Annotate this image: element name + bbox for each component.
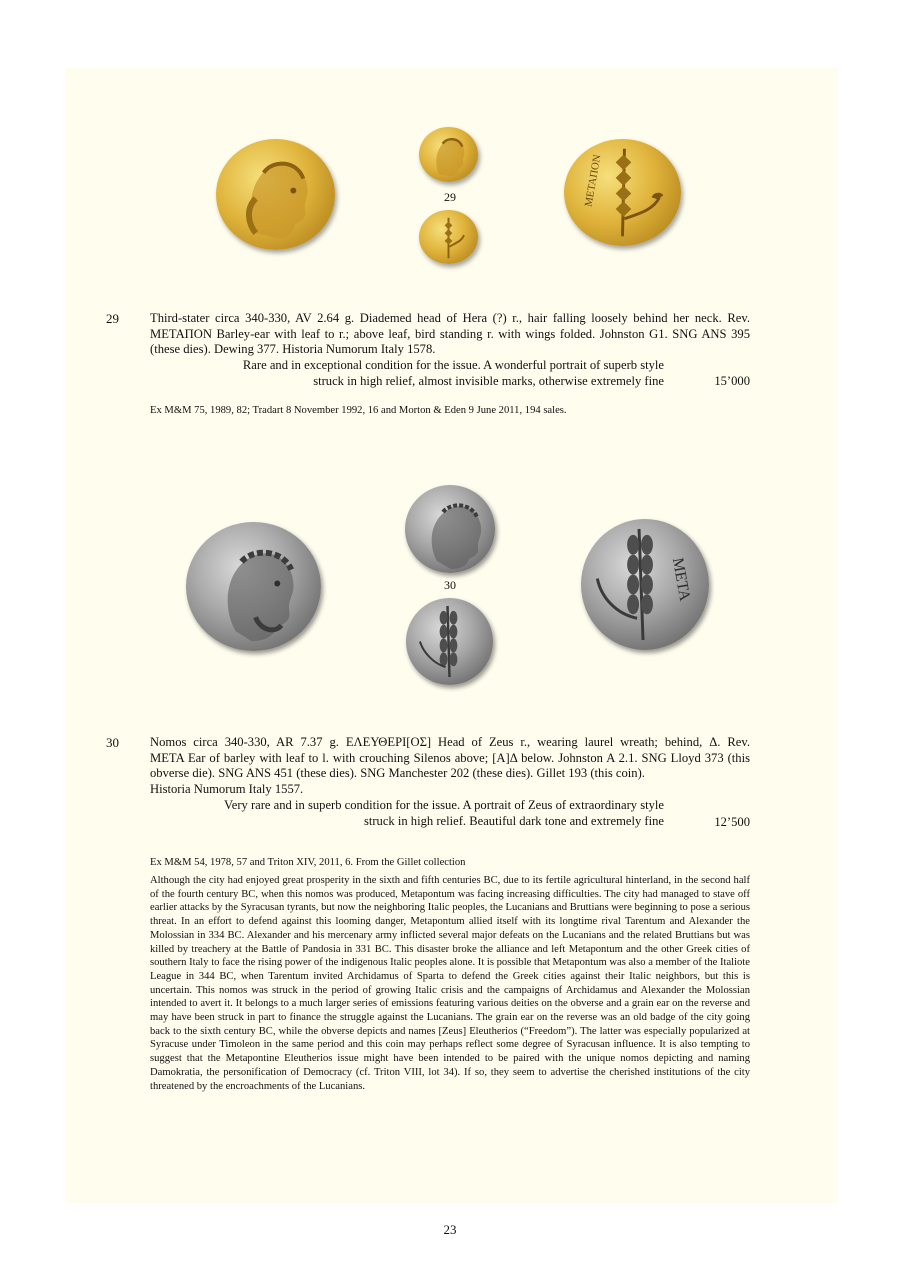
lot29-grade-line2: struck in high relief, almost invisible marks, otherwise extremely fine xyxy=(313,374,664,388)
page-number: 23 xyxy=(443,1222,457,1237)
lot29-price: 15’000 xyxy=(714,374,750,388)
lot30-number: 30 xyxy=(106,735,119,750)
lot30-provenance: Ex M&M 54, 1978, 57 and Triton XIV, 2011, 6. From the Gillet collection xyxy=(150,857,466,868)
lot30-reverse-small-image xyxy=(406,598,493,685)
lot29-image-label: 29 xyxy=(444,190,456,204)
lot29-grade-line1: Rare and in exceptional condition for the issue. A wonderful portrait of superb style xyxy=(242,358,664,372)
svg-text:ΜΕΤΑ: ΜΕΤΑ xyxy=(668,556,694,603)
lot30-reverse-large-image xyxy=(581,519,709,650)
lot30-description-line1: Nomos circa 340-330, AR 7.37 g. ΕΛΕΥΘΕΡΙ[ΟΣ] Head of Zeus r., wearing laurel wreath; behind, Δ. Rev. xyxy=(150,735,750,749)
lot29-description: Third-stater circa 340-330, AV 2.64 g. Diademed head of Hera (?) r., hair falling loosely behind her neck. Rev. ΜΕΤΑΠΟΝ Barley-ear with leaf to r.; above leaf, bird standing r. with wings folded. Johnston G1. SNG ANS 395 (these dies). Dewing 377. Historia Numorum Italy 1578. xyxy=(150,311,750,356)
lot30-price: 12’500 xyxy=(714,815,750,829)
svg-text:ΜΕΤΑΠΟΝ: ΜΕΤΑΠΟΝ xyxy=(582,153,604,208)
lot30-description-rest: ΜΕΤΑ Ear of barley with leaf to l. with crouching Silenos above; [Α]Δ below. Johnston A 2.1. SNG Lloyd 373 (this obverse die). SNG ANS 451 (these dies). SNG Manchester 202 (these dies). Gillet 193 (this coin). xyxy=(150,750,750,780)
lot30-obverse-small-image xyxy=(405,485,495,573)
lot30-obverse-large-image xyxy=(186,522,321,651)
lot30-grade-line2: struck in high relief. Beautiful dark tone and extremely fine xyxy=(363,814,664,828)
lot29-provenance: Ex M&M 75, 1989, 82; Tradart 8 November 1992, 16 and Morton & Eden 9 June 2011, 194 sales. xyxy=(150,405,567,416)
lot30-image-label: 30 xyxy=(444,578,456,592)
lot29-number: 29 xyxy=(106,311,119,326)
lot30-description xyxy=(150,735,750,797)
lot30-description-last: Historia Numorum Italy 1557. xyxy=(150,781,304,796)
lot29-obverse-large-image xyxy=(216,139,335,250)
lot29-reverse-small-image xyxy=(419,210,478,264)
lot30-essay: Although the city had enjoyed great prosperity in the sixth and fifth centuries BC, due to its fertile agricultural hinterland, in the second half of the fourth century BC, when this nomos was produced, Metapontum was facing increasing difficulties. The city had managed to stave off earlier attacks by the Syracusan tyrants, but now the neighboring Italic peoples, the Lucanians and Bruttians were beginning to pose a serious threat. In an effort to defend against this looming danger, Metapontum allied itself with its longtime rival Tarentum and Alexander the Molossian in 334 BC. Alexander and his mercenary army inflicted several major defeats on the Lucanians and the related Bruttians but was killed by treachery at the Battle of Pandosia in 331 BC. This disaster broke the alliance and left Metapontum and the other Greek cities of southern Italy to face the rising power of the indigenous Italic peoples alone. It is possible that Metapontum was also a member of the Italiote League in 344 BC, when Tarentum invited Archidamus of Sparta to defend the Greek cities against their Italic neighbors, but this is uncertain. This nomos was struck in the period of growing Italic crisis and the campaigns of Archidamus and Alexander the Molossian intended to avert it. It belongs to a much larger series of emissions featuring various deities on the obverse and a grain ear on the reverse and may have been struck in part to finance the struggle against the Lucanians. The grain ear on the reverse was an old badge of the city going back to the sixth century BC, while the obverse depicts and names [Zeus] Eleutherios (“Freedom”). The latter was especially popularized at Syracuse under Timoleon in the same period and this coin may perhaps reflect some degree of Syracusan influence. It is also tempting to suggest that the Metapontine Eleutherios issue might have been intended to be paired with the unique nomos depicting and naming Damokratia, the personification of Democracy (cf. Triton VIII, lot 34). If so, they seem to advertise the cherished institutions of the city threatened by the encroachments of the Lucanians. xyxy=(150,875,750,1092)
lot30-grade-line1: Very rare and in superb condition for the issue. A portrait of Zeus of extraordinary style xyxy=(224,798,664,812)
lot29-obverse-small-image xyxy=(419,127,478,182)
lot29-reverse-large-image xyxy=(564,139,681,246)
